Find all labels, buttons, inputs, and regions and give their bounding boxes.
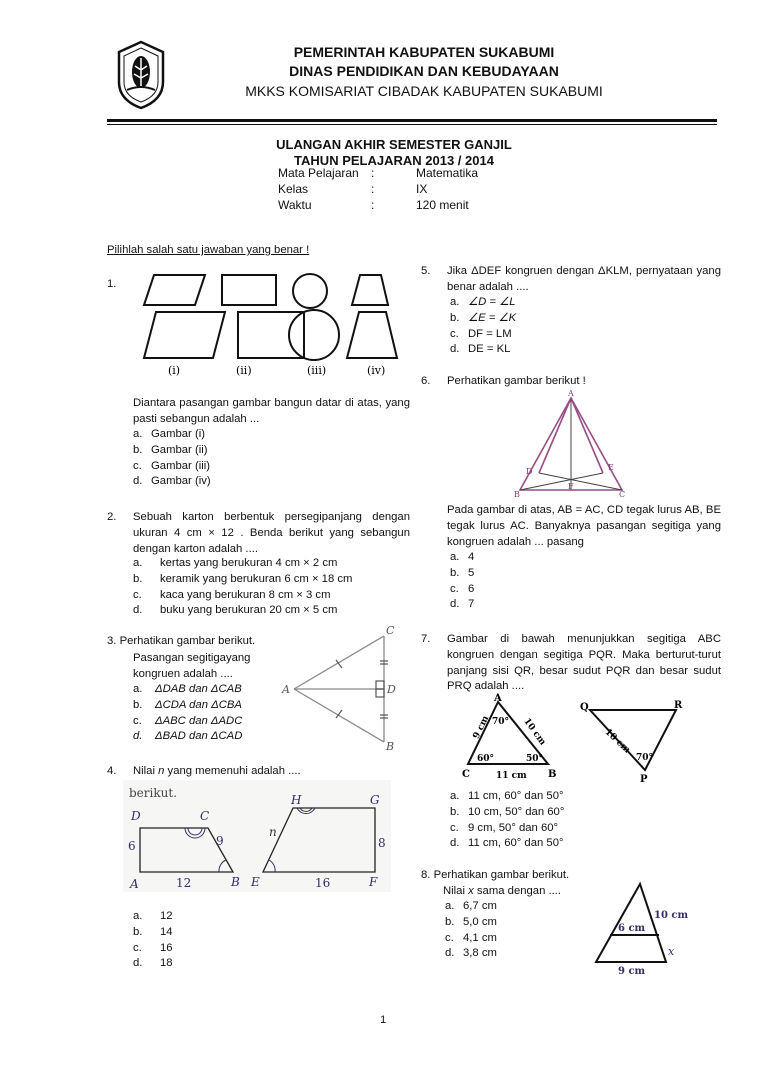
q1-figure [138, 270, 400, 382]
q1-shape-i-small [144, 275, 205, 305]
q1-label-iv: (iv) [367, 364, 386, 377]
q6-figure [512, 388, 632, 500]
q3-figure [280, 624, 410, 752]
opt-text: 11 cm, 60° dan 50° [468, 790, 564, 802]
q8-label-x: x [668, 945, 675, 958]
q1-options [133, 427, 211, 490]
opt-text: 18 [160, 957, 173, 970]
q2-option[interactable] [133, 603, 352, 619]
q7-label-A: A [494, 693, 502, 704]
q8-title [421, 868, 569, 884]
q4-label-F: F [369, 875, 378, 889]
opt-letter: b. [133, 698, 143, 711]
q8-option[interactable] [445, 931, 497, 947]
q7-angle-q70: 70° [636, 753, 654, 763]
q6-option[interactable] [450, 566, 474, 582]
header-rule-thick [107, 119, 717, 122]
meta-value: Matematika [416, 166, 479, 180]
opt-letter: c. [450, 582, 459, 595]
q7-side-q10: 10 cm [602, 727, 632, 756]
header-line3: MKKS KOMISARIAT CIBADAK KABUPATEN SUKABUMI [245, 83, 603, 99]
q8-option[interactable] [445, 899, 497, 915]
opt-letter: b. [450, 311, 460, 324]
opt-letter: b. [133, 572, 143, 585]
q6-label-C: C [619, 490, 626, 499]
q3-options [133, 682, 242, 745]
q7-side-10: 10 cm [521, 716, 548, 748]
q1-number: 1. [107, 278, 117, 290]
q3-label-A: A [282, 683, 290, 696]
header-rule-thin [107, 124, 717, 125]
opt-text: 16 [160, 941, 173, 954]
opt-letter: c. [450, 327, 459, 340]
opt-letter: d. [133, 730, 143, 743]
q3-label-C: C [386, 624, 395, 637]
q8-side-9: 9 cm [618, 966, 646, 977]
opt-text: 12 [160, 910, 173, 922]
exam-year: TAHUN PELAJARAN 2013 / 2014 [294, 153, 494, 168]
q4-label-C: C [200, 809, 210, 823]
opt-letter: a. [450, 296, 460, 308]
q4-val-8: 8 [378, 836, 386, 850]
q7-label-Q: Q [580, 702, 589, 713]
opt-text: 14 [160, 925, 173, 938]
q7-number: 7. [421, 633, 431, 645]
q4-val-12: 12 [176, 876, 192, 890]
q7-label-R: R [674, 700, 683, 711]
opt-text: 5,0 cm [463, 915, 497, 928]
opt-letter: b. [133, 443, 143, 456]
opt-text: 7 [468, 598, 475, 611]
opt-letter: d. [450, 837, 460, 850]
q1-option[interactable] [133, 443, 211, 459]
opt-text: 6 [468, 582, 475, 595]
opt-text: Gambar (iii) [151, 459, 210, 472]
opt-text: 10 cm, 50° dan 60° [468, 805, 565, 818]
q4-number: 4. [107, 765, 117, 777]
q4-label-A: A [130, 877, 139, 891]
q6-label-E: E [608, 463, 614, 472]
q2-text: Sebuah karton berbentuk persegipanjang dengan ukuran 4 cm × 12 . Benda berikut yang sebangun dengan karton adalah .... [133, 511, 410, 555]
opt-letter: b. [450, 566, 460, 579]
q6-label-D: D [526, 467, 533, 476]
q5-option[interactable] [450, 327, 516, 343]
q7-angle-70: 70° [492, 717, 510, 727]
header-line2: DINAS PENDIDIKAN DAN KEBUDAYAAN [289, 63, 559, 79]
q2-number: 2. [107, 511, 117, 523]
opt-letter: a. [133, 683, 143, 695]
opt-letter: b. [445, 915, 455, 928]
q7-side-11: 11 cm [496, 771, 527, 781]
q5-number: 5. [421, 265, 431, 277]
q7-angle-50: 50° [526, 754, 544, 764]
opt-text: DE = KL [468, 343, 511, 356]
q4-n: n [158, 765, 165, 777]
q2-option[interactable] [133, 556, 352, 572]
opt-letter: a. [133, 910, 143, 922]
meta-row [278, 182, 478, 198]
q7-option[interactable] [450, 836, 564, 852]
q1-shape-ii-small [222, 275, 276, 305]
q8-option[interactable] [445, 915, 497, 931]
q3-text: Pasangan segitigayang kongruen adalah .... [133, 652, 251, 680]
q8-x: x [468, 885, 474, 897]
exam-meta [278, 166, 478, 214]
page-number: 1 [380, 1014, 387, 1026]
q5-option[interactable] [450, 311, 516, 327]
q4-options [133, 909, 173, 972]
q7-label-B: B [548, 769, 557, 780]
meta-row [278, 166, 478, 182]
opt-text: kertas yang berukuran 4 cm × 2 cm [160, 557, 338, 569]
q6-option[interactable] [450, 582, 474, 598]
q6-label-A: A [568, 389, 574, 398]
q1-label-i: (i) [168, 364, 181, 377]
q6-text: Pada gambar di atas, AB = AC, CD tegak lurus AB, BE tegak lurus AC. Banyaknya pasangan segitiga yang kongruen adalah ... pasang [447, 504, 721, 548]
q4-option[interactable] [133, 909, 173, 925]
opt-letter: d. [450, 598, 460, 611]
q8-text: Nilai x sama dengan .... [443, 885, 562, 897]
opt-letter: b. [450, 805, 460, 818]
q7-option[interactable] [450, 821, 564, 837]
q7-option[interactable] [450, 789, 564, 805]
q5-option[interactable] [450, 295, 516, 311]
q1-text: Diantara pasangan gambar bangun datar di atas, yang pasti sebangun adalah ... [133, 397, 410, 425]
q3-label-D: D [387, 683, 396, 696]
q1-shape-iii-small [293, 274, 327, 308]
opt-letter: b. [133, 925, 143, 938]
q7-label-C: C [462, 769, 470, 780]
q2-option[interactable] [133, 588, 352, 604]
meta-label: Waktu [278, 198, 312, 212]
q5-options [450, 295, 516, 358]
exam-title: ULANGAN AKHIR SEMESTER GANJIL [276, 137, 512, 152]
meta-value: IX [416, 182, 428, 196]
opt-letter: c. [450, 821, 459, 834]
q4-label-H: H [291, 793, 302, 807]
q1-label-ii: (ii) [236, 364, 252, 377]
opt-text: 11 cm, 60° dan 50° [468, 837, 564, 850]
q3-label-B: B [386, 740, 395, 753]
q2-options [133, 556, 352, 619]
q8-side-6: 6 cm [618, 923, 646, 934]
q6-option[interactable] [450, 597, 474, 613]
q8-options [445, 899, 497, 962]
opt-letter: a. [445, 900, 455, 912]
opt-text: 6,7 cm [463, 900, 497, 912]
meta-row [278, 198, 478, 214]
meta-colon: : [371, 166, 375, 180]
opt-letter: d. [133, 475, 143, 488]
q1-option[interactable] [133, 474, 211, 490]
q6-options [450, 550, 474, 613]
q4-label-E: E [251, 875, 260, 889]
q1-option[interactable] [133, 459, 211, 475]
q4-option[interactable] [133, 925, 173, 941]
opt-letter: d. [445, 947, 455, 960]
q3-title-text: Perhatikan gambar berikut. [119, 635, 256, 647]
opt-letter: a. [133, 428, 143, 440]
q4-option[interactable] [133, 956, 173, 972]
q5-text: Jika ΔDEF kongruen dengan ΔKLM, pernyataan yang benar adalah .... [447, 265, 721, 293]
header-line1: PEMERINTAH KABUPATEN SUKABUMI [293, 44, 555, 60]
q4-label-n: n [269, 825, 277, 839]
q4-label-B: B [231, 875, 240, 889]
q6-number: 6. [421, 375, 431, 387]
q8-number: 8. [421, 869, 431, 881]
q1-shape-iii-large [289, 310, 339, 360]
opt-text: 5 [468, 566, 475, 579]
opt-letter: c. [445, 931, 454, 944]
opt-letter: d. [133, 957, 143, 970]
q3-option[interactable] [133, 729, 242, 745]
q6-label-B: B [514, 490, 520, 499]
opt-text: ∠D = ∠L [468, 296, 516, 308]
q5-option[interactable] [450, 342, 516, 358]
q4-label-G: G [370, 793, 380, 807]
opt-letter: a. [133, 557, 143, 569]
opt-text: Gambar (i) [151, 428, 205, 440]
q7-angle-60: 60° [477, 754, 495, 764]
q1-shape-iv-small [352, 275, 388, 305]
q8-side-10: 10 cm [654, 910, 689, 921]
opt-text: Gambar (ii) [151, 443, 208, 456]
opt-text: kaca yang berukuran 8 cm × 3 cm [160, 588, 331, 601]
opt-text: ΔCDA dan ΔCBA [155, 698, 242, 711]
q7-label-P: P [640, 774, 648, 785]
opt-letter: d. [450, 343, 460, 356]
q7-text: Gambar di bawah menunjukkan segitiga ABC kongruen dengan segitiga PQR. Maka berturut-turut panjang sisi QR, besar sudut PQR dan besar sudut PRQ adalah .... [447, 633, 721, 693]
q3-option[interactable] [133, 682, 242, 698]
opt-text: 4 [468, 551, 475, 563]
instruction: Pilihlah salah satu jawaban yang benar ! [107, 244, 310, 256]
q4-caption: berikut. [129, 786, 177, 800]
opt-letter: d. [133, 604, 143, 617]
q3-option[interactable] [133, 714, 242, 730]
opt-letter: a. [450, 790, 460, 802]
q4-option[interactable] [133, 941, 173, 957]
q1-option[interactable] [133, 427, 211, 443]
q1-label-iii: (iii) [307, 364, 327, 377]
meta-value: 120 menit [416, 198, 469, 212]
q8-option[interactable] [445, 946, 497, 962]
opt-text: keramik yang berukuran 6 cm × 18 cm [160, 572, 353, 585]
opt-text: ∠E = ∠K [468, 311, 517, 324]
q6-option[interactable] [450, 550, 474, 566]
q3-title [107, 634, 255, 650]
q4-label-D: D [131, 809, 141, 823]
opt-text: 9 cm, 50° dan 60° [468, 821, 559, 834]
q1-shape-i-large [144, 312, 225, 358]
q6-title: Perhatikan gambar berikut ! [447, 375, 586, 387]
opt-letter: a. [450, 551, 460, 563]
q4-val-9: 9 [216, 834, 224, 848]
opt-text: ΔDAB dan ΔCAB [155, 683, 242, 695]
meta-colon: : [371, 198, 375, 212]
q4-val-16: 16 [315, 876, 331, 890]
q7-side-9: 9 cm [471, 714, 492, 741]
opt-text: DF = LM [468, 327, 512, 340]
opt-text: 3,8 cm [463, 947, 497, 960]
opt-text: Gambar (iv) [151, 475, 211, 488]
opt-text: ΔBAD dan ΔCAD [155, 730, 243, 743]
opt-letter: c. [133, 459, 142, 472]
q4-figure [123, 780, 391, 892]
opt-text: ΔABC dan ΔADC [155, 714, 243, 727]
q1-shape-iv-large [347, 312, 397, 358]
q6-label-F: F [568, 482, 574, 491]
opt-letter: c. [133, 714, 142, 727]
q4-text: Nilai n yang memenuhi adalah .... [133, 765, 301, 777]
meta-label: Kelas [278, 182, 309, 196]
opt-text: 4,1 cm [463, 931, 497, 944]
meta-label: Mata Pelajaran [278, 166, 359, 180]
meta-colon: : [371, 182, 375, 196]
q3-number: 3. [107, 635, 117, 647]
q7-figure [452, 693, 683, 785]
q7-options [450, 789, 564, 852]
q8-title-text: Perhatikan gambar berikut. [433, 869, 570, 881]
q8-figure [588, 878, 700, 978]
q3-option[interactable] [133, 698, 242, 714]
q4-val-6: 6 [128, 839, 136, 853]
opt-letter: c. [133, 941, 142, 954]
q7-option[interactable] [450, 805, 564, 821]
opt-text: buku yang berukuran 20 cm × 5 cm [160, 604, 338, 617]
q2-option[interactable] [133, 572, 352, 588]
opt-letter: c. [133, 588, 142, 601]
